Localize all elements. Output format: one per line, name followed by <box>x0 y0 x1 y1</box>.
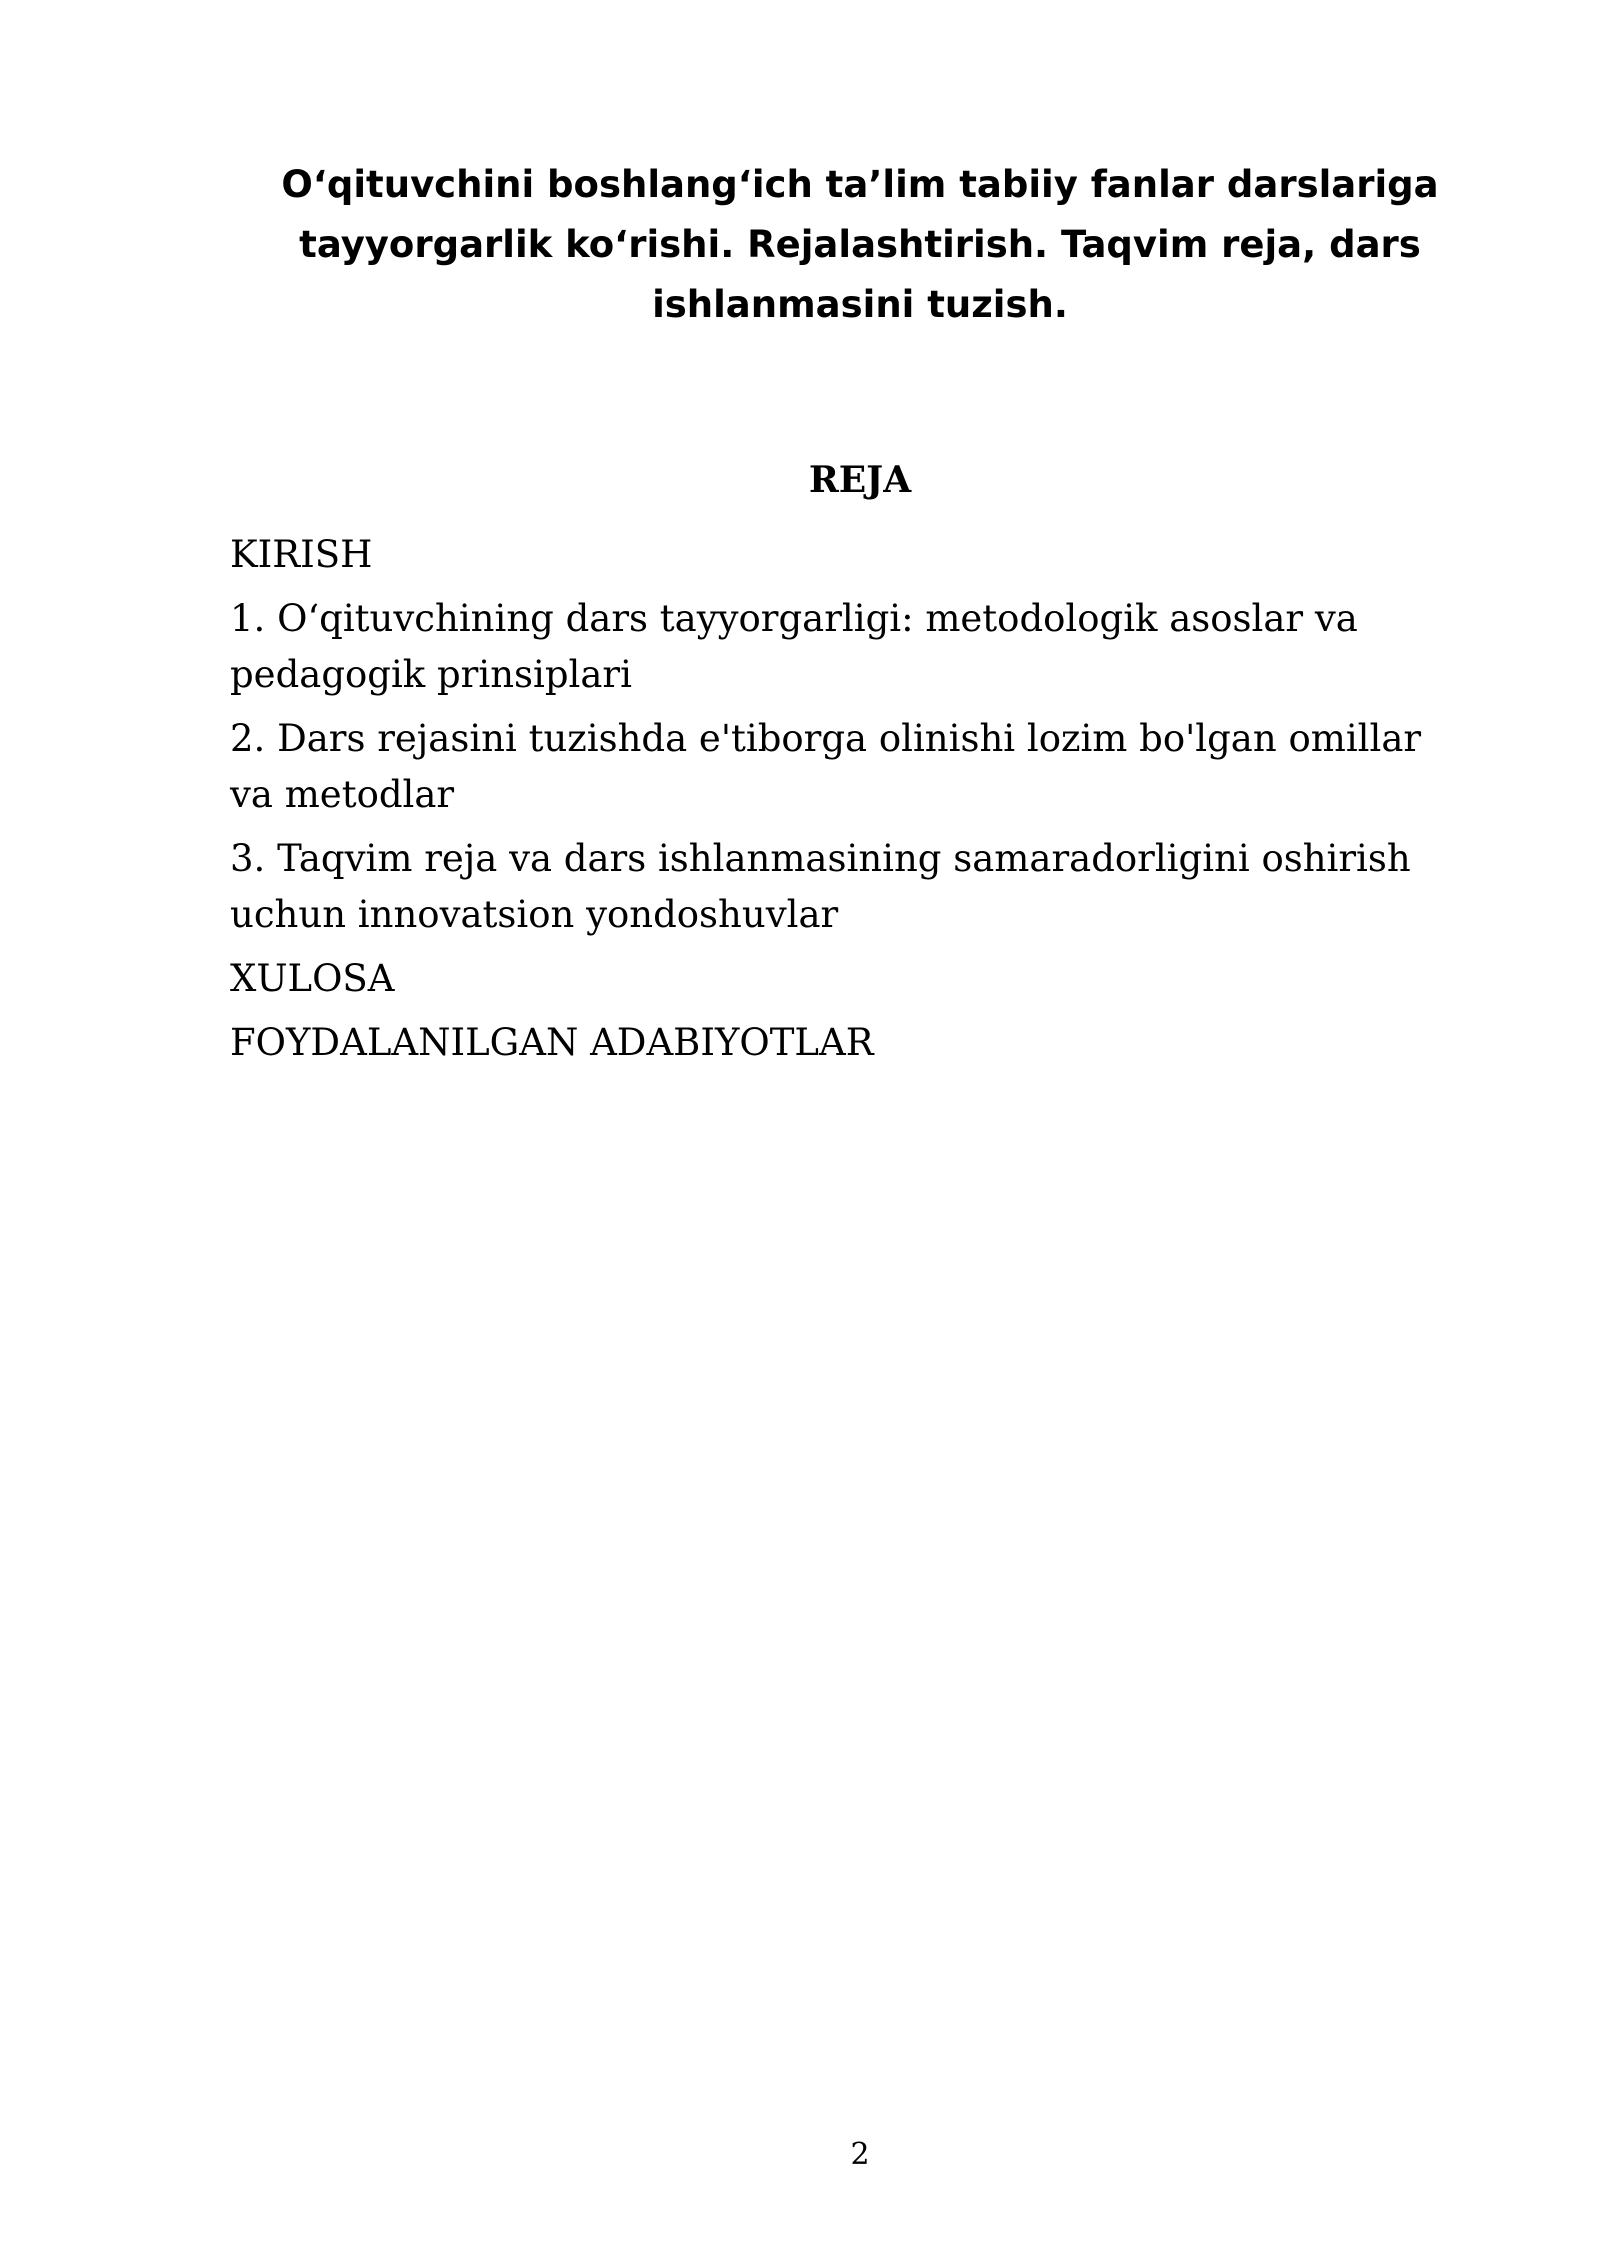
plan-list <box>230 527 1490 1079</box>
plan-item-line: XULOSA <box>230 957 395 1000</box>
plan-heading-text: REJA <box>808 459 912 501</box>
title-line: O‘qituvchini boshlang‘ich ta’lim tabiiy fanlar darslariga <box>281 163 1439 206</box>
page-number: 2 <box>850 2137 870 2172</box>
title-line: ishlanmasini tuzish. <box>652 283 1068 326</box>
plan-item-line: 3. Taqvim reja va dars ishlanmasining samaradorligini oshirish <box>230 837 1411 880</box>
plan-item-line: 1. O‘qituvchining dars tayyorgarligi: metodologik asoslar va <box>230 597 1358 640</box>
title-line: tayyorgarlik ko‘rishi. Rejalashtirish. Taqvim reja, dars <box>299 223 1421 266</box>
plan-item-line: KIRISH <box>230 533 373 576</box>
plan-item-1 <box>230 591 1490 703</box>
plan-item-3 <box>230 831 1490 943</box>
plan-item-line: FOYDALANILGAN ADABIYOTLAR <box>230 1021 874 1064</box>
plan-item-line: pedagogik prinsiplari <box>230 653 632 696</box>
plan-heading <box>0 455 1600 505</box>
plan-item-line: uchun innovatsion yondoshuvlar <box>230 893 839 936</box>
plan-item-line: va metodlar <box>230 773 455 816</box>
plan-item-2 <box>230 711 1490 823</box>
plan-item-conclusion <box>230 951 1490 1007</box>
plan-item-introduction <box>230 527 1490 583</box>
plan-item-references <box>230 1015 1490 1071</box>
plan-item-line: 2. Dars rejasini tuzishda e'tiborga olinishi lozim bo'lgan omillar <box>230 717 1422 760</box>
document-title <box>250 155 1470 335</box>
